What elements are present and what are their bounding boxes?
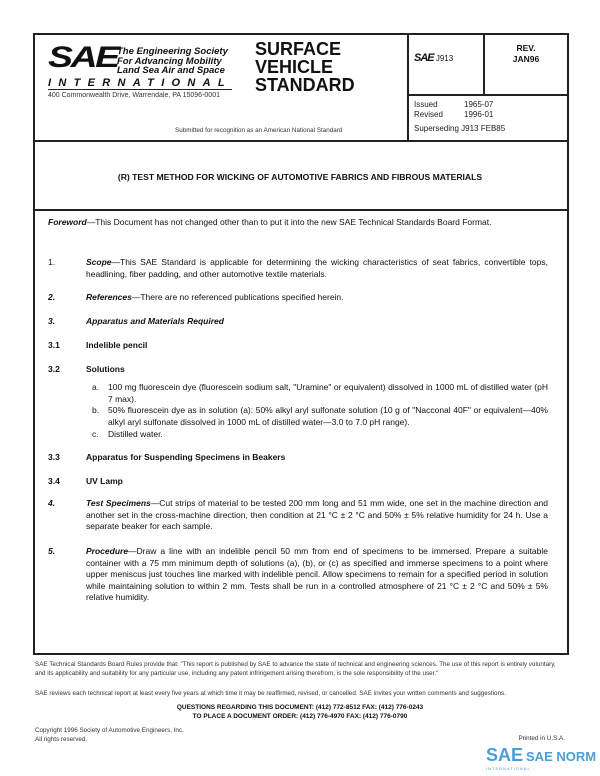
divider (407, 33, 409, 141)
address: 400 Commonwealth Drive, Warrendale, PA 15096-0001 (48, 92, 220, 99)
section-text: —There are no referenced publications specified herein. (131, 292, 344, 302)
section-number: 3.2 (48, 364, 60, 374)
section-3-1 (48, 340, 548, 352)
divider (33, 140, 567, 142)
printed-in: Printed in U.S.A. (518, 735, 565, 742)
section-number: 3.1 (48, 340, 60, 350)
solution-item (92, 405, 548, 428)
section-3-2 (48, 364, 548, 376)
section-heading: Indelible pencil (86, 340, 148, 350)
section-5 (48, 546, 548, 604)
divider (33, 209, 567, 211)
section-number: 5. (48, 546, 56, 556)
section-text: —Draw a line with an indelible pencil 50 mm from end of specimens to be immersed. Prepare a suitable container with a 75 mm minimum depth of solutions (a), (b), or (c) as specified and immerse specimens to a point where upper meniscus just touches line marked with indelible pencil. Allow specimens to remain for a specified period in solution while maintaining solution to within 2 mm. Tests shall be run in a controlled atmosphere of 21 °C ± 2 °C and 50% ± 5% relative humidity. (86, 546, 548, 602)
section-1 (48, 257, 548, 280)
section-number: 3.3 (48, 452, 60, 462)
item-label: c. (92, 429, 99, 439)
doc-type-line: SURFACE (255, 39, 342, 59)
section-text: —This SAE Standard is applicable for determining the wicking characteristics of seat fabrics, convertible tops, headlining, fiber padding, and other automotive textile materials. (86, 257, 548, 279)
doc-type-line: VEHICLE (255, 57, 334, 77)
section-heading: Test Specimens (86, 498, 151, 508)
divider (407, 94, 567, 96)
doc-number: J913 (435, 54, 454, 63)
section-heading: References (86, 292, 132, 302)
watermark-text: SAE NORM (526, 749, 597, 764)
submitted-note: Submitted for recognition as an American National Standard (175, 127, 343, 134)
solution-item (92, 382, 548, 405)
sae-logo: SAE (48, 41, 118, 74)
section-number: 3. (48, 316, 56, 326)
revised-label: Revised (414, 110, 443, 119)
section-text: —Cut strips of material to be tested 200 mm long and 51 mm wide, one set in the machine direction and another set in the cross-machine direction, then condition at 21 °C ± 2 °C and 50% ± 5% relative humidity for 24 h. Use a separate beaker for each sample. (86, 498, 548, 531)
copyright-line: Copyright 1996 Society of Automotive Engineers, Inc. (35, 727, 184, 734)
sae-small-logo: SAE (414, 52, 434, 64)
tagline-line: Land Sea Air and Space (117, 65, 225, 76)
item-label: b. (92, 405, 100, 415)
revised-value: 1996-01 (464, 110, 494, 119)
rev-label: REV. (516, 43, 536, 53)
tagline-line: For Advancing Mobility (117, 55, 222, 67)
section-number: 2. (48, 292, 56, 302)
item-label: a. (92, 382, 100, 392)
section-number: 1. (48, 257, 56, 267)
issued-value: 1965-07 (464, 100, 494, 109)
section-3-4 (48, 476, 548, 488)
divider (483, 33, 485, 95)
section-heading: Apparatus and Materials Required (86, 316, 224, 326)
rights-line: All rights reserved. (35, 736, 88, 743)
section-heading: Scope (86, 257, 112, 267)
watermark-sae: SAE (486, 745, 524, 765)
section-2 (48, 292, 548, 304)
rev-value: JAN96 (512, 54, 540, 64)
document-number (414, 52, 453, 64)
questions-contact: QUESTIONS REGARDING THIS DOCUMENT: (412) 772-8512 FAX: (412) 776-0243 (176, 704, 424, 711)
foreword (48, 217, 548, 229)
section-number: 4. (48, 498, 56, 508)
foreword-heading: Foreword (48, 217, 87, 227)
tagline-line: The Engineering Society (117, 46, 228, 57)
document-type (255, 40, 355, 94)
issued-label: Issued (414, 100, 438, 109)
document-title: (R) TEST METHOD FOR WICKING OF AUTOMOTIVE FABRICS AND FIBROUS MATERIALS (117, 172, 483, 182)
section-3 (48, 316, 548, 328)
section-heading: Solutions (86, 364, 125, 374)
review-note: SAE reviews each technical report at least every five years at which time it may be reaffirmed, revised, or cancelled. SAE invites your written comments and suggestions. (35, 690, 506, 697)
copyright (35, 726, 335, 744)
foreword-text: —This Document has not changed other than to put it into the new SAE Technical Standards Board Format. (86, 217, 492, 227)
section-3-3 (48, 452, 548, 464)
society-tagline (117, 47, 228, 76)
doc-type-line: STANDARD (255, 75, 355, 95)
section-number: 3.4 (48, 476, 60, 486)
watermark-logo (486, 746, 596, 766)
section-heading: Procedure (86, 546, 129, 556)
section-heading: Apparatus for Suspending Specimens in Beakers (86, 452, 286, 462)
dates (414, 100, 493, 120)
board-rules: SAE Technical Standards Board Rules provide that: "This report is published by SAE to advance the state of technical and engineering sciences. The use of this report is entirely voluntary, and its applicability and suitability for any particular use, including any patent infringement arising therefrom, is the sole responsibility of the user." (35, 661, 556, 677)
superseding: Superseding J913 FEB85 (414, 124, 506, 133)
section-4 (48, 498, 548, 533)
revision (486, 43, 566, 65)
watermark-sub: INTERNATIONAL (486, 766, 531, 771)
section-heading: UV Lamp (86, 476, 123, 486)
order-contact: TO PLACE A DOCUMENT ORDER: (412) 776-4970 FAX: (412) 776-0790 (192, 713, 408, 720)
item-text: Distilled water. (108, 429, 163, 439)
international-label: INTERNATIONAL (48, 77, 232, 89)
solution-item (92, 429, 548, 441)
item-text: 100 mg fluorescein dye (fluorescein sodium salt, "Uramine" or equivalent) dissolved in 1000 mL of distilled water (pH 7 max). (108, 382, 548, 404)
item-text: 50% fluorescein dye as in solution (a): 50% alkyl aryl sulfonate solution (10 g of "Nacconal 40F" or equivalent—40% alkyl aryl sulfonate dissolved in 1000 mL of distilled water—3.0 to 7.0 pH range). (108, 405, 548, 427)
